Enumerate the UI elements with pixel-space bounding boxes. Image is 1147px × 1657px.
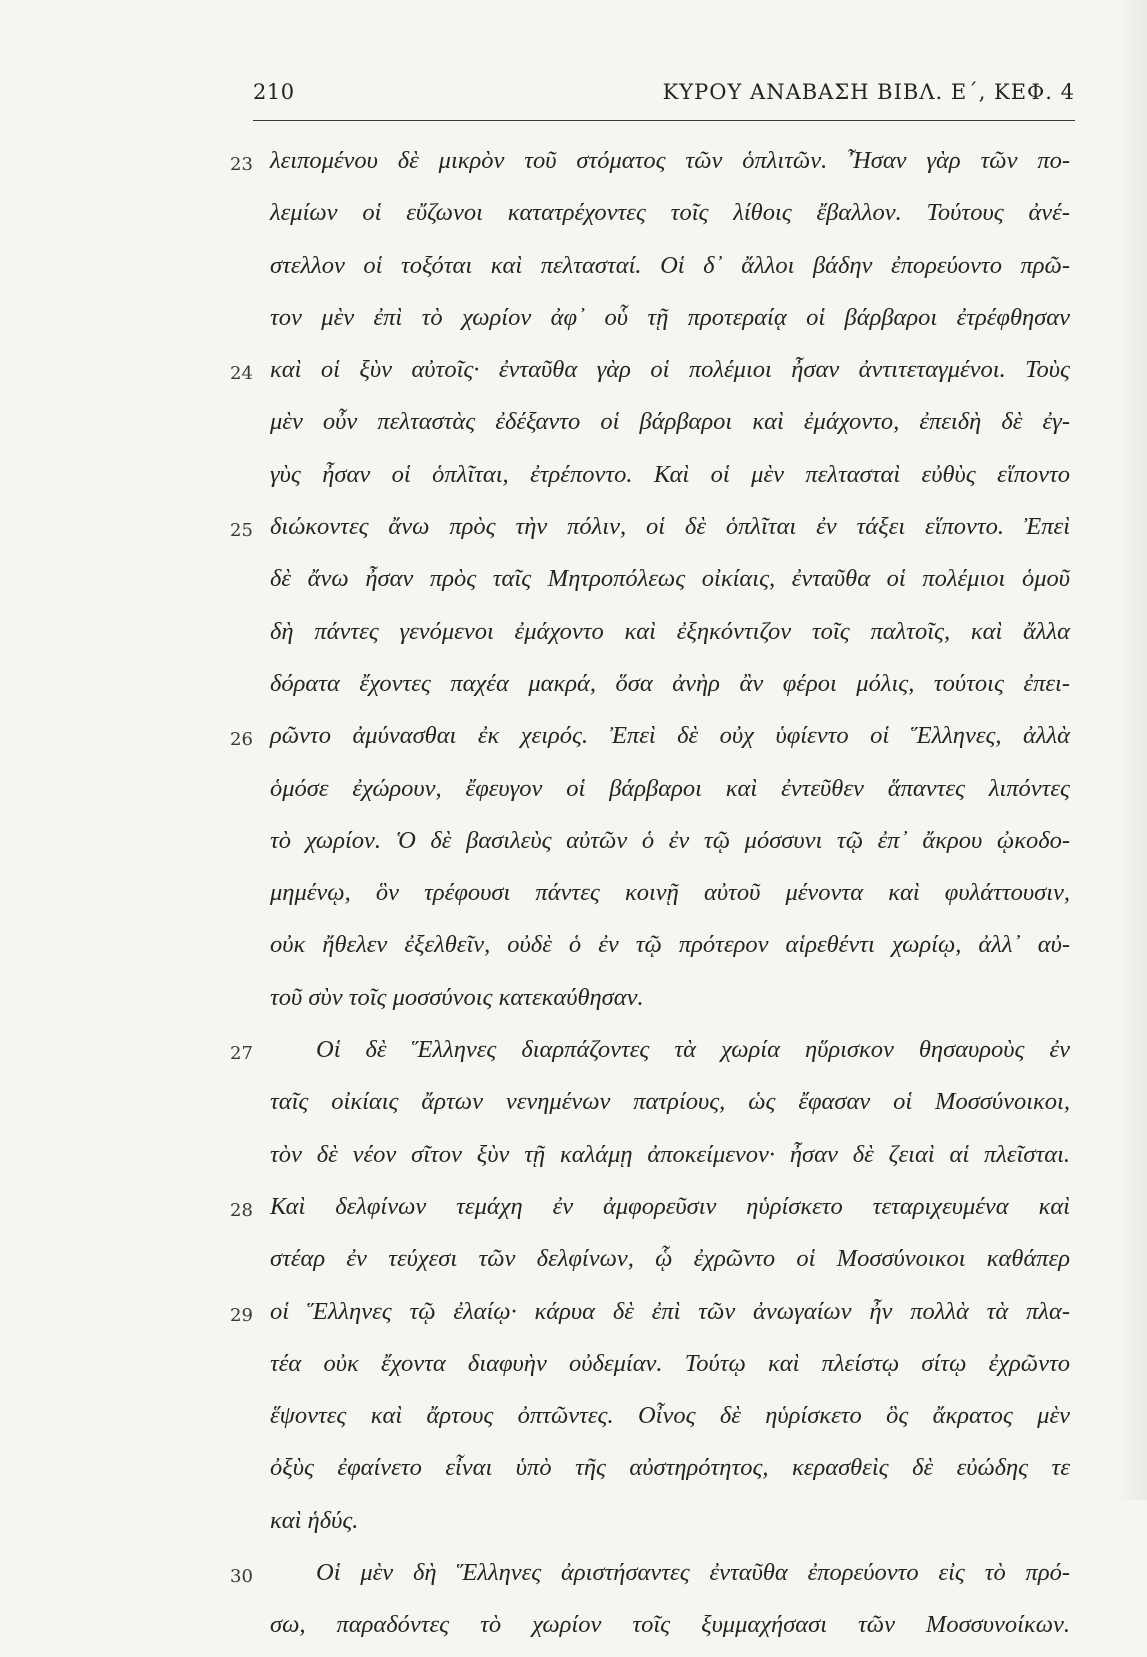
page-number: 210	[253, 80, 295, 104]
text-line	[0, 663, 1147, 715]
text-line	[0, 924, 1147, 976]
line-text: ἕψοντες καὶ ἄρτους ὀπτῶντες. Οἶνος δὲ ηὑρίσκετο ὃς ἄκρατος μὲν	[270, 1402, 1070, 1430]
text-line	[0, 1447, 1147, 1499]
line-text: γὺς ἦσαν οἱ ὁπλῖται, ἐτρέποντο. Καὶ οἱ μὲν πελτασταὶ εὐθὺς εἵποντο	[270, 460, 1070, 488]
running-title: ΚΥΡΟΥ ΑΝΑΒΑΣΗ ΒΙΒΛ. Ε΄, ΚΕΦ. 4	[662, 80, 1075, 104]
line-text: λειπομένου δὲ μικρὸν τοῦ στόματος τῶν ὁπλιτῶν. Ἦσαν γὰρ τῶν πο-	[270, 147, 1070, 174]
line-text: καὶ οἱ ξὺν αὐτοῖς· ἐνταῦθα γὰρ οἱ πολέμιοι ἦσαν ἀντιτεταγμένοι. Τοὺς	[270, 356, 1070, 384]
text-line	[0, 1134, 1147, 1186]
line-text: στέαρ ἐν τεύχεσι τῶν δελφίνων, ᾧ ἐχρῶντο οἱ Μοσσύνοικοι καθάπερ	[270, 1245, 1070, 1273]
text-line	[0, 1238, 1147, 1290]
line-text: λεμίων οἱ εὔζωνοι κατατρέχοντες τοῖς λίθοις ἔβαλλον. Τούτους ἀνέ-	[270, 199, 1070, 227]
text-line	[0, 454, 1147, 506]
line-text: τον μὲν ἐπὶ τὸ χωρίον ἀφ᾽ οὗ τῇ προτεραίᾳ οἱ βάρβαροι ἐτρέφθησαν	[270, 303, 1070, 331]
section-number: 27	[230, 1043, 253, 1065]
text-line	[0, 872, 1147, 924]
line-text: στελλον οἱ τοξόται καὶ πελτασταί. Οἱ δ᾽ ἄλλοι βάδην ἐπορεύοντο πρῶ-	[270, 251, 1070, 279]
text-line	[0, 977, 1147, 1029]
line-text: μημένῳ, ὃν τρέφουσι πάντες κοινῇ αὐτοῦ μένοντα καὶ φυλάττουσιν,	[270, 879, 1070, 907]
line-text: Οἱ δὲ Ἕλληνες διαρπάζοντες τὰ χωρία ηὕρισκον θησαυροὺς ἐν	[316, 1036, 1070, 1064]
text-line	[0, 611, 1147, 663]
text-line	[0, 1500, 1147, 1552]
line-text: Οἱ μὲν δὴ Ἕλληνες ἀριστήσαντες ἐνταῦθα ἐπορεύοντο εἰς τὸ πρό-	[316, 1559, 1070, 1587]
line-text: τὸν δὲ νέον σῖτον ξὺν τῇ καλάμῃ ἀποκείμενον· ἦσαν δὲ ζειαὶ αἱ πλεῖσται.	[270, 1140, 1070, 1168]
section-number: 26	[230, 729, 253, 751]
text-line	[0, 1604, 1147, 1656]
section-number: 25	[230, 520, 253, 542]
text-line	[0, 140, 1147, 192]
line-text: τοῦ σὺν τοῖς μοσσύνοις κατεκαύθησαν.	[270, 983, 644, 1011]
running-head	[253, 72, 1075, 121]
text-line	[0, 558, 1147, 610]
line-text: ὁμόσε ἐχώρουν, ἔφευγον οἱ βάρβαροι καὶ ἐντεῦθεν ἅπαντες λιπόντες	[270, 774, 1070, 802]
section-number: 30	[230, 1566, 253, 1588]
line-text: τέα οὐκ ἔχοντα διαφυὴν οὐδεμίαν. Τούτῳ καὶ πλείστῳ σίτῳ ἐχρῶντο	[270, 1349, 1070, 1377]
text-line	[0, 1343, 1147, 1395]
text-line	[0, 768, 1147, 820]
line-text: δόρατα ἔχοντες παχέα μακρά, ὅσα ἀνὴρ ἂν φέροι μόλις, τούτοις ἐπει-	[270, 669, 1070, 697]
text-line	[0, 192, 1147, 244]
text-line	[0, 1081, 1147, 1133]
text-line	[0, 1552, 1147, 1604]
greek-text-body	[0, 140, 1147, 1657]
line-text: δὲ ἄνω ἦσαν πρὸς ταῖς Μητροπόλεως οἰκίαις, ἐνταῦθα οἱ πολέμιοι ὁμοῦ	[270, 565, 1070, 593]
section-number: 28	[230, 1199, 253, 1221]
text-line	[0, 1395, 1147, 1447]
text-line	[0, 1029, 1147, 1081]
text-line	[0, 245, 1147, 297]
section-number: 29	[230, 1304, 253, 1326]
line-text: Καὶ δελφίνων τεμάχη ἐν ἀμφορεῦσιν ηὑρίσκετο τεταριχευμένα καὶ	[270, 1192, 1070, 1220]
text-line	[0, 1186, 1147, 1238]
line-text: ταῖς οἰκίαις ἄρτων νενημένων πατρίους, ὡς ἔφασαν οἱ Μοσσύνοικοι,	[270, 1088, 1070, 1116]
text-line	[0, 715, 1147, 767]
text-line	[0, 820, 1147, 872]
line-text: μὲν οὖν πελταστὰς ἐδέξαντο οἱ βάρβαροι καὶ ἐμάχοντο, ἐπειδὴ δὲ ἐγ-	[270, 408, 1070, 436]
line-text: δὴ πάντες γενόμενοι ἐμάχοντο καὶ ἐξηκόντιζον τοῖς παλτοῖς, καὶ ἄλλα	[270, 617, 1070, 645]
text-line	[0, 297, 1147, 349]
line-text: ρῶντο ἀμύνασθαι ἐκ χειρός. Ἐπεὶ δὲ οὐχ ὑφίεντο οἱ Ἕλληνες, ἀλλὰ	[270, 722, 1070, 750]
text-line	[0, 1291, 1147, 1343]
line-text: τὸ χωρίον. Ὁ δὲ βασιλεὺς αὐτῶν ὁ ἐν τῷ μόσσυνι τῷ ἐπ᾽ ἄκρου ᾠκοδο-	[270, 826, 1070, 854]
text-line	[0, 349, 1147, 401]
section-number: 23	[230, 154, 253, 175]
line-text: καὶ ἡδύς.	[270, 1506, 359, 1534]
section-number: 24	[230, 363, 253, 385]
line-text: ὀξὺς ἐφαίνετο εἶναι ὑπὸ τῆς αὐστηρότητος, κερασθεὶς δὲ εὐώδης τε	[270, 1454, 1070, 1482]
page-edge-shadow	[1117, 0, 1147, 1500]
text-line	[0, 506, 1147, 558]
line-text: διώκοντες ἄνω πρὸς τὴν πόλιν, οἱ δὲ ὁπλῖται ἐν τάξει εἵποντο. Ἐπεὶ	[270, 513, 1070, 541]
line-text: οἱ Ἕλληνες τῷ ἐλαίῳ· κάρυα δὲ ἐπὶ τῶν ἀνωγαίων ἦν πολλὰ τὰ πλα-	[270, 1297, 1070, 1325]
line-text: οὐκ ἤθελεν ἐξελθεῖν, οὐδὲ ὁ ἐν τῷ πρότερον αἱρεθέντι χωρίῳ, ἀλλ᾽ αὐ-	[270, 931, 1070, 959]
line-text: σω, παραδόντες τὸ χωρίον τοῖς ξυμμαχήσασι τῶν Μοσσυνοίκων.	[270, 1611, 1070, 1639]
text-line	[0, 401, 1147, 453]
